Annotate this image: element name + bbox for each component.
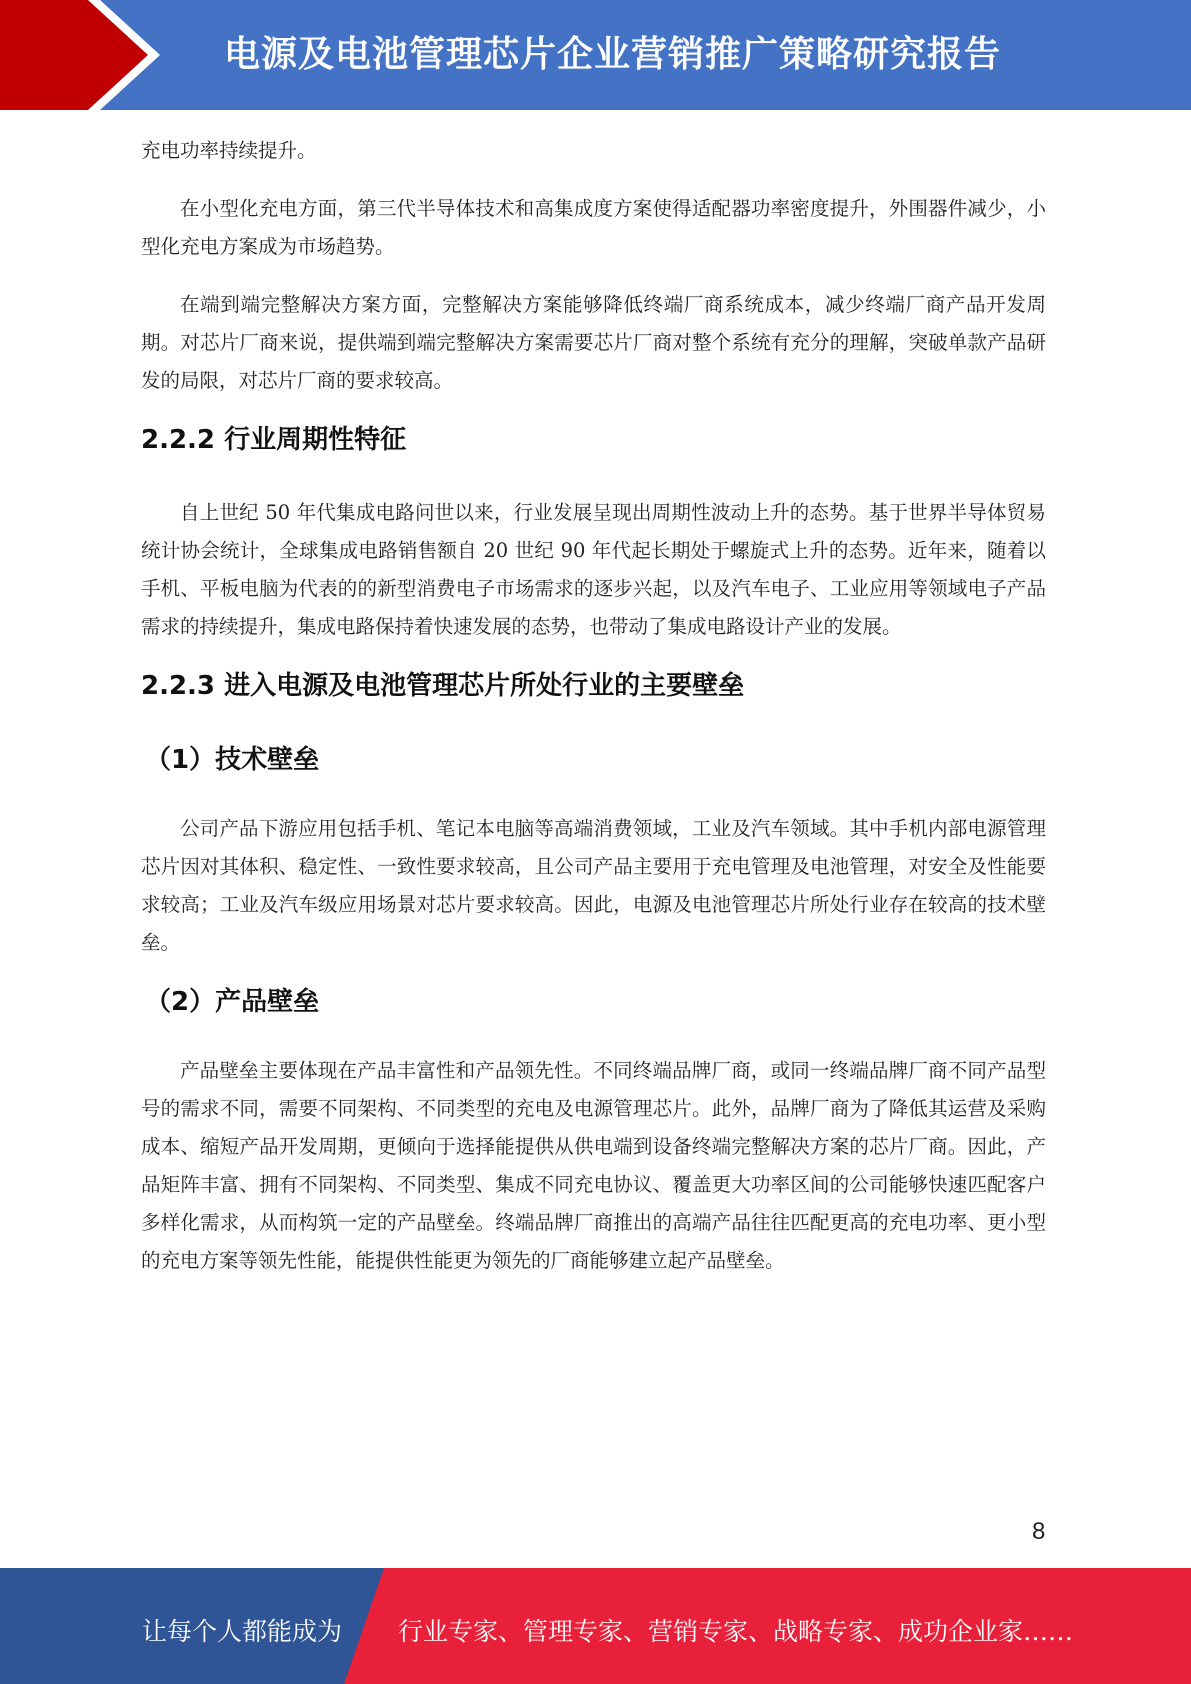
paragraph: 公司产品下游应用包括手机、笔记本电脑等高端消费领域，工业及汽车领域。其中手机内部电源管理芯片因对其体积、稳定性、一致性要求较高，且公司产品主要用于充电管理及电池管理，对安全及性能要求较高；工业及汽车级应用场景对芯片要求较高。因此，电源及电池管理芯片所处行业存在较高的技术壁垒。 — [141, 817, 1046, 954]
report-title: 电源及电池管理芯片企业营销推广策略研究报告 — [224, 34, 1002, 75]
paragraph: 在端到端完整解决方案方面，完整解决方案能够降低终端厂商系统成本，减少终端厂商产品开发周期。对芯片厂商来说，提供端到端完整解决方案需要芯片厂商对整个系统有充分的理解，突破单款产品研发的局限，对芯片厂商的要求较高。 — [141, 293, 1046, 392]
paragraph: 充电功率持续提升。 — [141, 139, 317, 162]
paragraph: 在小型化充电方面，第三代半导体技术和高集成度方案使得适配器功率密度提升，外围器件减少，小型化充电方案成为市场趋势。 — [141, 197, 1046, 258]
subheading-technical-barrier: （1）技术壁垒 — [145, 745, 320, 775]
page-content — [141, 132, 1046, 1300]
section-heading-2-2-3: 2.2.3 进入电源及电池管理芯片所处行业的主要壁垒 — [141, 671, 745, 701]
section-heading-2-2-2: 2.2.2 行业周期性特征 — [141, 425, 407, 455]
subheading-product-barrier: （2）产品壁垒 — [145, 987, 320, 1017]
paragraph: 产品壁垒主要体现在产品丰富性和产品领先性。不同终端品牌厂商，或同一终端品牌厂商不同产品型号的需求不同，需要不同架构、不同类型的充电及电源管理芯片。此外，品牌厂商为了降低其运营及采购成本、缩短产品开发周期，更倾向于选择能提供从供电端到设备终端完整解决方案的芯片厂商。因此，产品矩阵丰富、拥有不同架构、不同类型、集成不同充电协议、覆盖更大功率区间的公司能够快速匹配客户多样化需求，从而构筑一定的产品壁垒。终端品牌厂商推出的高端产品往往匹配更高的充电功率、更小型的充电方案等领先性能，能提供性能更为领先的厂商能够建立起产品壁垒。 — [141, 1059, 1046, 1272]
page-header — [0, 0, 1191, 110]
footer-slogan-right: 行业专家、管理专家、营销专家、战略专家、成功企业家…… — [398, 1617, 1074, 1646]
page-footer — [0, 1568, 1191, 1684]
footer-slogan-left: 让每个人都能成为 — [142, 1617, 343, 1646]
header-arrow-decoration — [0, 0, 160, 110]
page-number: 8 — [1032, 1518, 1046, 1545]
paragraph: 自上世纪 50 年代集成电路问世以来，行业发展呈现出周期性波动上升的态势。基于世界半导体贸易统计协会统计，全球集成电路销售额自 20 世纪 90 年代起长期处于螺旋式上升的态势。近年来，随着以手机、平板电脑为代表的的新型消费电子市场需求的逐步兴起，以及汽车电子、工业应用等领域电子产品需求的持续提升，集成电路保持着快速发展的态势，也带动了集成电路设计产业的发展。 — [141, 501, 1046, 638]
